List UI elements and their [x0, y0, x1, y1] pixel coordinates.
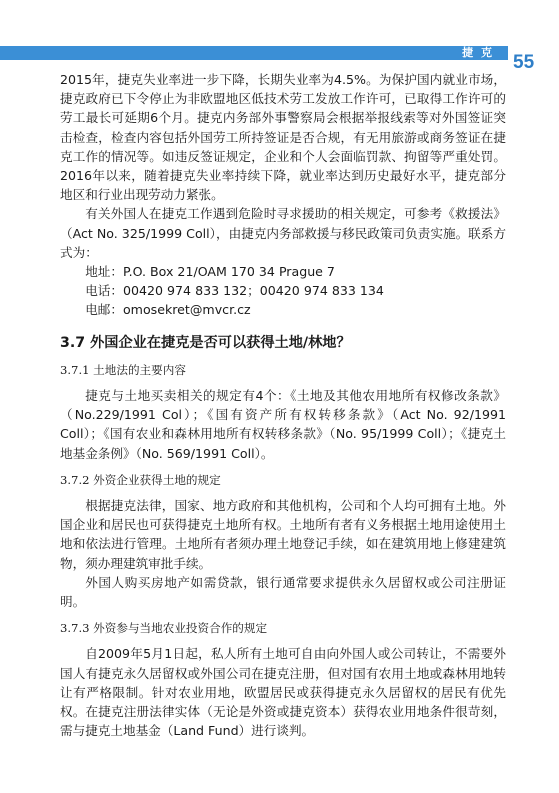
- subsection-heading: 3.7.2 外资企业获得土地的规定: [60, 472, 221, 487]
- running-header-label: 捷 克: [462, 46, 494, 59]
- body-paragraph: 有关外国人在捷克工作遇到危险时寻求援助的相关规定，可参考《救援法》（Act No. 325/1999 Coll），由捷克内务部救援与移民政策司负责实施。联系方式为：: [60, 206, 506, 260]
- page-body: [60, 70, 506, 741]
- subsection-heading: 3.7.1 土地法的主要内容: [60, 362, 186, 377]
- contact-email: 电邮：omosekret@mvcr.cz: [85, 302, 251, 318]
- running-header-bar: [0, 46, 508, 60]
- section-heading: 3.7 外国企业在捷克是否可以获得土地/林地？: [60, 334, 351, 351]
- body-paragraph: 自2009年5月1日起，私人所有土地可自由向外国人或公司转让，不需要外国人有捷克永久居留权或外国公司在捷克注册，但对国有农用土地或森林用地转让有严格限制。针对农业用地，欧盟居民或获得捷克永久居留权的居民有优先权。在捷克注册法律实体（无论是外资或捷克资本）获得农业用地条件很苛刻，需与捷克土地基金（Land Fund）进行谈判。: [60, 646, 506, 739]
- contact-address: 地址：P.O. Box 21/OAM 170 34 Prague 7: [85, 264, 335, 280]
- body-paragraph: 捷克与土地买卖相关的规定有4个：《土地及其他农用地所有权修改条款》（No.229/1991 Col）；《国有资产所有权转移条款》（Act No. 92/1991 Coll）；《国有农业和森林用地所有权转移条款》（No. 95/1999 Coll）；《捷克土地基金条例》（No. 569/1991 Coll）。: [60, 388, 506, 461]
- body-paragraph: 外国人购买房地产如需贷款，银行通常要求提供永久居留权或公司注册证明。: [60, 574, 506, 610]
- body-paragraph: 根据捷克法律，国家、地方政府和其他机构，公司和个人均可拥有土地。外国企业和居民也可获得捷克土地所有权。土地所有者有义务根据土地用途使用土地和依法进行管理。土地所有者须办理土地登记手续，如在建筑用地上修建建筑物，须办理建筑审批手续。: [60, 498, 506, 571]
- subsection-heading: 3.7.3 外资参与当地农业投资合作的规定: [60, 621, 268, 636]
- contact-phone: 电话：00420 974 833 132；00420 974 833 134: [85, 283, 384, 299]
- page-number: 55: [513, 52, 535, 73]
- body-paragraph: 2015年，捷克失业率进一步下降，长期失业率为4.5%。为保护国内就业市场，捷克政府已下令停止为非欧盟地区低技术劳工发放工作许可，已取得工作许可的劳工最长可延期6个月。捷克内务部外事警察局会根据举报线索等对外国签证突击检查，检查内容包括外国劳工所持签证是否合规，有无用旅游或商务签证在捷克工作的情况等。如违反签证规定，企业和个人会面临罚款、拘留等严重处罚。2016年以来，随着捷克失业率持续下降，就业率达到历史最好水平，捷克部分地区和行业出现劳动力紧张。: [60, 72, 506, 203]
